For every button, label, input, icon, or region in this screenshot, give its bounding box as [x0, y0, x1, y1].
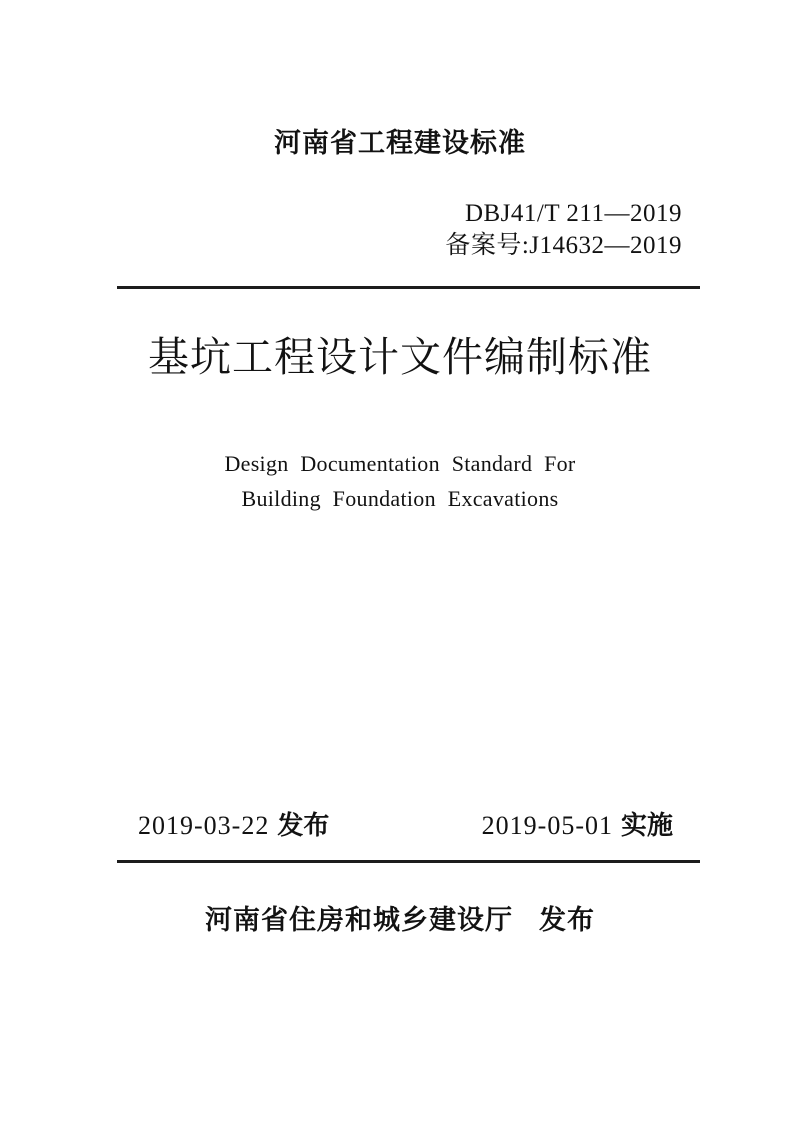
dates-row: [138, 810, 673, 841]
implement-date: 2019-05-01: [481, 811, 613, 840]
standard-codes-block: [445, 198, 682, 262]
title-english-line-1: Design Documentation Standard For: [224, 451, 576, 476]
top-rule: [117, 286, 700, 289]
title-english: [0, 446, 800, 516]
release-date: 2019-03-22: [138, 811, 270, 840]
title-chinese: 基坑工程设计文件编制标准: [148, 334, 652, 380]
implement-date-group: [482, 810, 673, 841]
standard-category-label: 河南省工程建设标准: [274, 128, 526, 158]
record-number: 备案号:J14632—2019: [445, 232, 682, 259]
release-label: 发布: [277, 810, 330, 840]
title-english-line-2: Building Foundation Excavations: [241, 486, 559, 511]
standard-code: DBJ41/T 211—2019: [464, 200, 682, 227]
release-date-group: [138, 810, 329, 841]
publisher-name: 河南省住房和城乡建设厅: [205, 905, 513, 935]
bottom-rule: [117, 860, 700, 863]
publisher-line: [0, 904, 800, 936]
publisher-action: 发布: [539, 905, 595, 935]
implement-label: 实施: [620, 810, 673, 840]
